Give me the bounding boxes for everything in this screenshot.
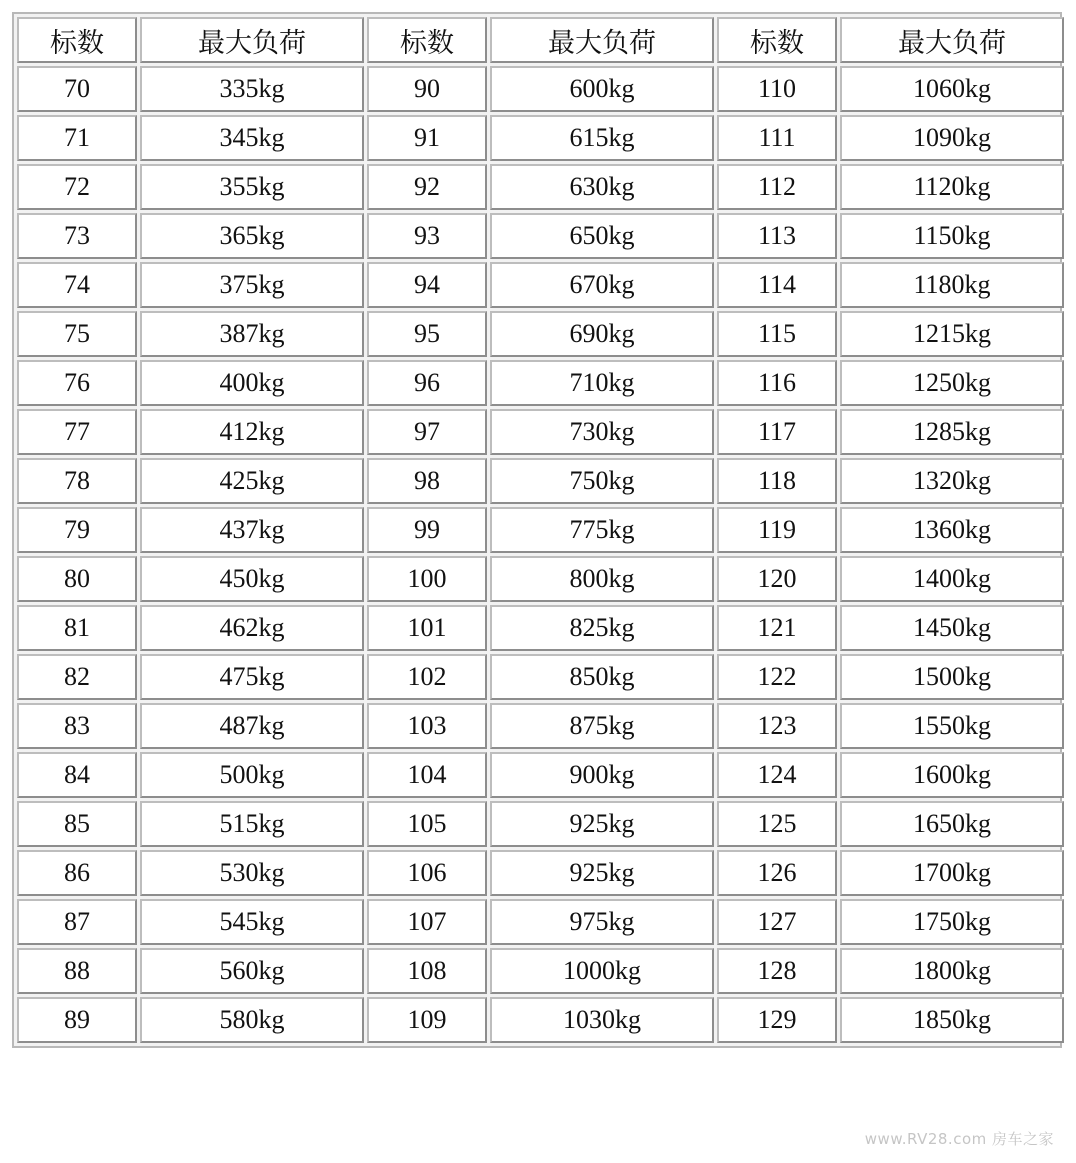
cell-load-index: 101 [367, 605, 487, 651]
cell-max-load: 475kg [140, 654, 364, 700]
table-row [17, 213, 1064, 259]
cell-load-index: 99 [367, 507, 487, 553]
header-load-index-3: 标数 [717, 17, 837, 63]
cell-load-index: 102 [367, 654, 487, 700]
cell-load-index: 118 [717, 458, 837, 504]
cell-max-load: 560kg [140, 948, 364, 994]
cell-max-load: 487kg [140, 703, 364, 749]
cell-max-load: 1060kg [840, 66, 1064, 112]
cell-max-load: 580kg [140, 997, 364, 1043]
cell-max-load: 425kg [140, 458, 364, 504]
table-row [17, 654, 1064, 700]
cell-load-index: 80 [17, 556, 137, 602]
cell-max-load: 412kg [140, 409, 364, 455]
cell-max-load: 600kg [490, 66, 714, 112]
cell-max-load: 690kg [490, 311, 714, 357]
cell-load-index: 88 [17, 948, 137, 994]
cell-load-index: 75 [17, 311, 137, 357]
cell-load-index: 87 [17, 899, 137, 945]
cell-load-index: 116 [717, 360, 837, 406]
cell-load-index: 113 [717, 213, 837, 259]
table-row [17, 115, 1064, 161]
table-row [17, 801, 1064, 847]
cell-max-load: 615kg [490, 115, 714, 161]
cell-load-index: 78 [17, 458, 137, 504]
cell-load-index: 94 [367, 262, 487, 308]
cell-load-index: 81 [17, 605, 137, 651]
cell-load-index: 85 [17, 801, 137, 847]
cell-max-load: 500kg [140, 752, 364, 798]
cell-load-index: 109 [367, 997, 487, 1043]
cell-max-load: 515kg [140, 801, 364, 847]
cell-max-load: 1180kg [840, 262, 1064, 308]
cell-load-index: 92 [367, 164, 487, 210]
cell-load-index: 112 [717, 164, 837, 210]
load-index-table [12, 12, 1062, 1048]
table-row [17, 409, 1064, 455]
cell-load-index: 95 [367, 311, 487, 357]
cell-load-index: 84 [17, 752, 137, 798]
table-row [17, 850, 1064, 896]
cell-max-load: 355kg [140, 164, 364, 210]
cell-max-load: 775kg [490, 507, 714, 553]
table-body [17, 66, 1064, 1043]
cell-max-load: 1550kg [840, 703, 1064, 749]
cell-load-index: 121 [717, 605, 837, 651]
cell-max-load: 1090kg [840, 115, 1064, 161]
table-row [17, 507, 1064, 553]
cell-load-index: 73 [17, 213, 137, 259]
cell-load-index: 128 [717, 948, 837, 994]
header-row [17, 17, 1064, 63]
cell-max-load: 1250kg [840, 360, 1064, 406]
cell-max-load: 365kg [140, 213, 364, 259]
cell-load-index: 96 [367, 360, 487, 406]
cell-load-index: 111 [717, 115, 837, 161]
cell-max-load: 1150kg [840, 213, 1064, 259]
cell-load-index: 82 [17, 654, 137, 700]
cell-load-index: 70 [17, 66, 137, 112]
cell-max-load: 1600kg [840, 752, 1064, 798]
table-row [17, 752, 1064, 798]
cell-load-index: 76 [17, 360, 137, 406]
cell-load-index: 97 [367, 409, 487, 455]
cell-load-index: 125 [717, 801, 837, 847]
cell-load-index: 110 [717, 66, 837, 112]
cell-max-load: 1700kg [840, 850, 1064, 896]
table-row [17, 66, 1064, 112]
cell-max-load: 437kg [140, 507, 364, 553]
header-load-index-1: 标数 [17, 17, 137, 63]
cell-max-load: 750kg [490, 458, 714, 504]
cell-max-load: 1000kg [490, 948, 714, 994]
cell-max-load: 1450kg [840, 605, 1064, 651]
cell-load-index: 79 [17, 507, 137, 553]
cell-max-load: 345kg [140, 115, 364, 161]
table-row [17, 164, 1064, 210]
cell-load-index: 71 [17, 115, 137, 161]
cell-max-load: 387kg [140, 311, 364, 357]
table-row [17, 899, 1064, 945]
cell-max-load: 1030kg [490, 997, 714, 1043]
cell-max-load: 900kg [490, 752, 714, 798]
cell-max-load: 1850kg [840, 997, 1064, 1043]
cell-max-load: 335kg [140, 66, 364, 112]
cell-load-index: 72 [17, 164, 137, 210]
cell-max-load: 650kg [490, 213, 714, 259]
cell-max-load: 975kg [490, 899, 714, 945]
cell-max-load: 1120kg [840, 164, 1064, 210]
cell-max-load: 1400kg [840, 556, 1064, 602]
table-row [17, 556, 1064, 602]
cell-load-index: 104 [367, 752, 487, 798]
cell-max-load: 530kg [140, 850, 364, 896]
header-max-load-3: 最大负荷 [840, 17, 1064, 63]
cell-load-index: 98 [367, 458, 487, 504]
load-index-grid [14, 14, 1067, 1046]
cell-load-index: 91 [367, 115, 487, 161]
cell-load-index: 122 [717, 654, 837, 700]
cell-max-load: 545kg [140, 899, 364, 945]
cell-load-index: 126 [717, 850, 837, 896]
cell-max-load: 710kg [490, 360, 714, 406]
cell-load-index: 77 [17, 409, 137, 455]
table-row [17, 997, 1064, 1043]
cell-load-index: 107 [367, 899, 487, 945]
cell-max-load: 1215kg [840, 311, 1064, 357]
cell-load-index: 120 [717, 556, 837, 602]
cell-load-index: 89 [17, 997, 137, 1043]
cell-max-load: 1500kg [840, 654, 1064, 700]
table-row [17, 360, 1064, 406]
table-row [17, 948, 1064, 994]
cell-load-index: 100 [367, 556, 487, 602]
cell-load-index: 117 [717, 409, 837, 455]
cell-max-load: 1650kg [840, 801, 1064, 847]
cell-load-index: 127 [717, 899, 837, 945]
header-load-index-2: 标数 [367, 17, 487, 63]
cell-load-index: 114 [717, 262, 837, 308]
watermark: www.RV28.com 房车之家 [864, 1130, 1054, 1148]
table-row [17, 311, 1064, 357]
table-row [17, 458, 1064, 504]
cell-max-load: 730kg [490, 409, 714, 455]
cell-load-index: 86 [17, 850, 137, 896]
cell-max-load: 850kg [490, 654, 714, 700]
cell-load-index: 123 [717, 703, 837, 749]
cell-max-load: 670kg [490, 262, 714, 308]
cell-max-load: 450kg [140, 556, 364, 602]
cell-load-index: 108 [367, 948, 487, 994]
cell-max-load: 375kg [140, 262, 364, 308]
cell-max-load: 630kg [490, 164, 714, 210]
cell-max-load: 400kg [140, 360, 364, 406]
cell-max-load: 1800kg [840, 948, 1064, 994]
cell-load-index: 106 [367, 850, 487, 896]
cell-load-index: 124 [717, 752, 837, 798]
header-max-load-2: 最大负荷 [490, 17, 714, 63]
cell-max-load: 1360kg [840, 507, 1064, 553]
cell-max-load: 1750kg [840, 899, 1064, 945]
cell-max-load: 800kg [490, 556, 714, 602]
table-row [17, 262, 1064, 308]
cell-max-load: 462kg [140, 605, 364, 651]
cell-load-index: 103 [367, 703, 487, 749]
table-row [17, 605, 1064, 651]
cell-max-load: 875kg [490, 703, 714, 749]
header-max-load-1: 最大负荷 [140, 17, 364, 63]
cell-load-index: 105 [367, 801, 487, 847]
cell-load-index: 83 [17, 703, 137, 749]
cell-load-index: 129 [717, 997, 837, 1043]
cell-max-load: 825kg [490, 605, 714, 651]
cell-max-load: 1285kg [840, 409, 1064, 455]
cell-load-index: 74 [17, 262, 137, 308]
cell-load-index: 90 [367, 66, 487, 112]
cell-load-index: 119 [717, 507, 837, 553]
table-row [17, 703, 1064, 749]
cell-max-load: 925kg [490, 850, 714, 896]
cell-max-load: 1320kg [840, 458, 1064, 504]
cell-load-index: 93 [367, 213, 487, 259]
cell-max-load: 925kg [490, 801, 714, 847]
cell-load-index: 115 [717, 311, 837, 357]
